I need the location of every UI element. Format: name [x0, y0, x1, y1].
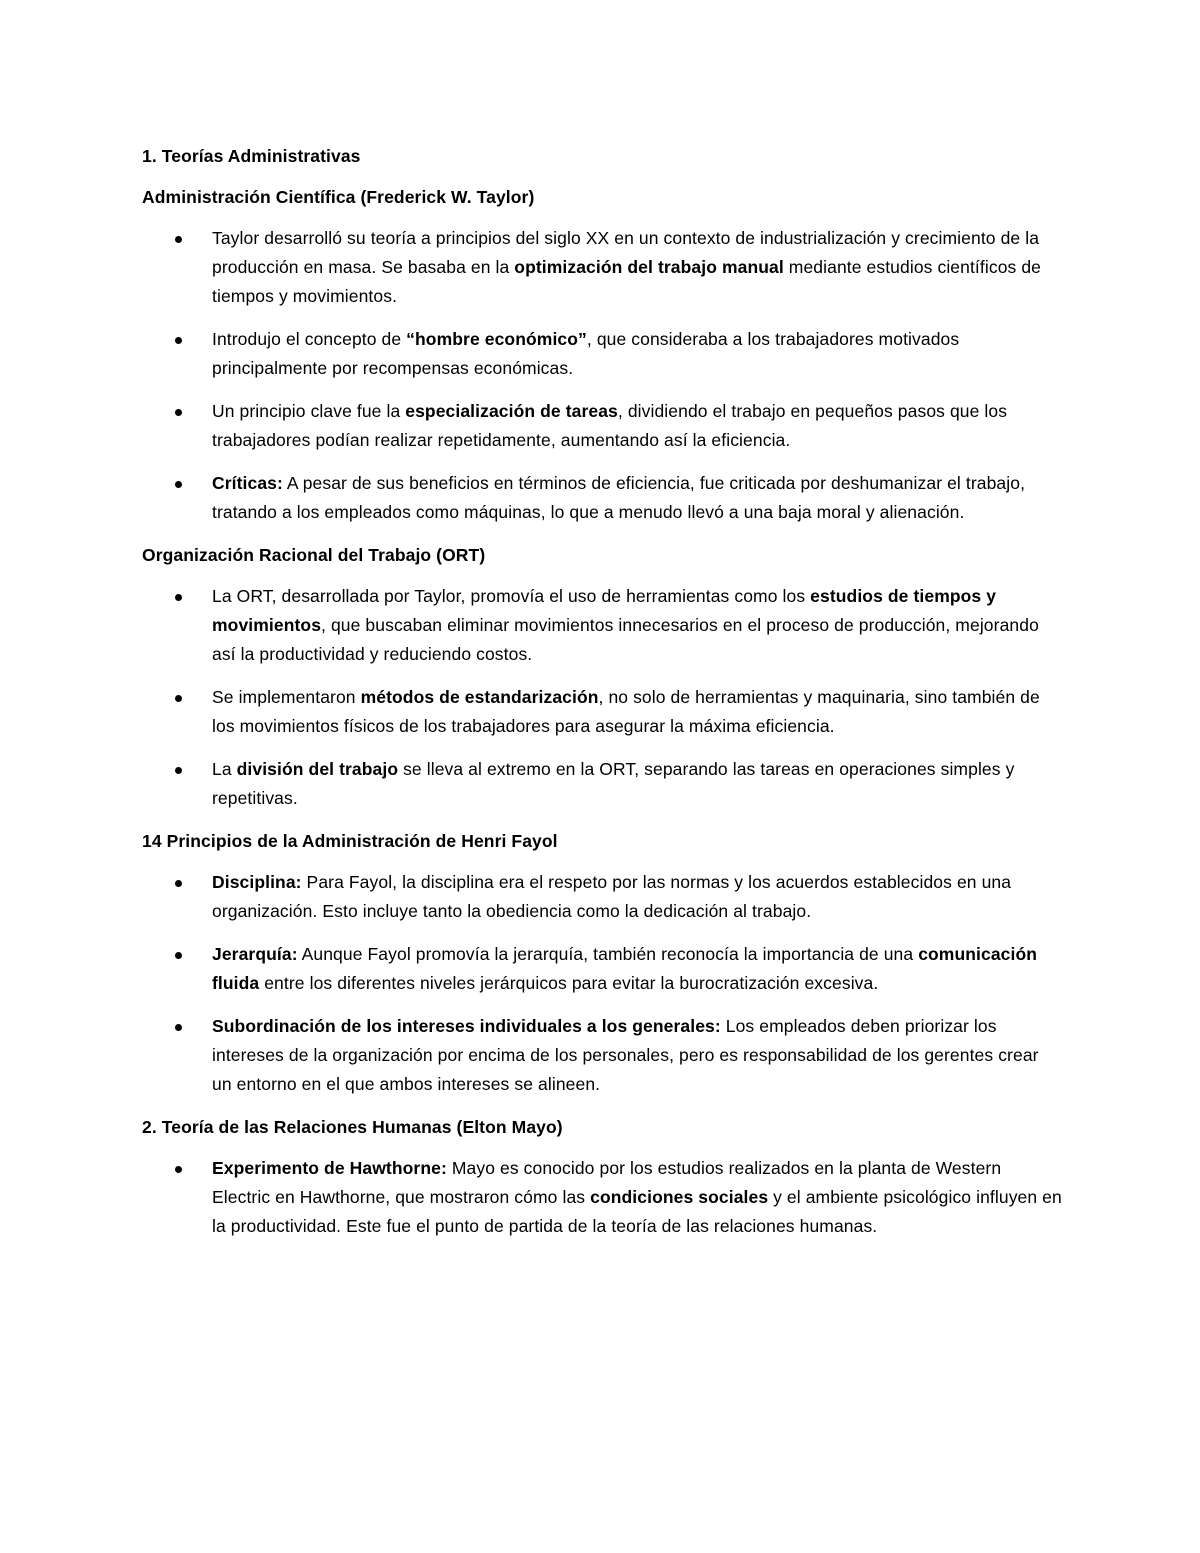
list-item [142, 683, 1062, 741]
list-item [142, 1012, 1062, 1099]
body-text: Aunque Fayol promovía la jerarquía, también reconocía la importancia de una [297, 944, 919, 964]
body-text: Taylor desarrolló su teoría a principios del siglo XX en un contexto de industrialización y crecimiento de la producción en masa. Se basaba en la [212, 228, 1040, 277]
body-text: A pesar de sus beneficios en términos de eficiencia, fue criticada por deshumanizar el trabajo, tratando a los empleados como máquinas, lo que a menudo llevó a una baja moral y alienación. [212, 473, 1026, 522]
bullet-icon [175, 236, 182, 243]
list-item [142, 582, 1062, 669]
section-heading: Administración Científica (Frederick W. Taylor) [142, 187, 535, 207]
body-text: La [212, 759, 237, 779]
body-text: La ORT, desarrollada por Taylor, promovía el uso de herramientas como los [212, 586, 811, 606]
list-item [142, 224, 1062, 311]
list-item [142, 469, 1062, 527]
section-heading: 1. Teorías Administrativas [142, 146, 361, 166]
bold-text: optimización del trabajo manual [514, 257, 784, 277]
body-text: , que consideraba a los trabajadores motivados principalmente por recompensas económicas. [212, 329, 960, 378]
bullet-icon [175, 481, 182, 488]
bullet-icon [175, 594, 182, 601]
bold-text: Críticas: [212, 473, 283, 493]
list-item [142, 940, 1062, 998]
body-text: mediante estudios científicos de tiempos y movimientos. [212, 257, 1042, 306]
bold-text: Experimento de Hawthorne: [212, 1158, 447, 1178]
bold-text: “hombre económico” [406, 329, 587, 349]
bullet-list [142, 582, 1062, 813]
body-text: se lleva al extremo en la ORT, separando las tareas en operaciones simples y repetitivas. [212, 759, 1015, 808]
section-heading: 2. Teoría de las Relaciones Humanas (Elton Mayo) [142, 1117, 563, 1137]
body-text: Introdujo el concepto de [212, 329, 407, 349]
bold-text: comunicación fluida [212, 944, 1038, 993]
bold-text: división del trabajo [236, 759, 399, 779]
bullet-icon [175, 409, 182, 416]
bold-text: especialización de tareas [405, 401, 618, 421]
body-text: Los empleados deben priorizar los intereses de la organización por encima de los personales, pero es responsabilidad de los gerentes crear un entorno en el que ambos intereses se alineen. [212, 1016, 1039, 1094]
document-page [142, 130, 1062, 1255]
bold-text: Jerarquía: [212, 944, 298, 964]
bullet-icon [175, 1166, 182, 1173]
bullet-icon [175, 1024, 182, 1031]
bold-text: condiciones sociales [590, 1187, 769, 1207]
body-text: entre los diferentes niveles jerárquicos para evitar la burocratización excesiva. [259, 973, 879, 993]
list-item [142, 397, 1062, 455]
bullet-icon [175, 880, 182, 887]
bullet-list [142, 224, 1062, 527]
section-heading: 14 Principios de la Administración de Henri Fayol [142, 831, 558, 851]
bullet-icon [175, 337, 182, 344]
body-text: Se implementaron [212, 687, 361, 707]
bullet-list [142, 868, 1062, 1099]
list-item [142, 1154, 1062, 1241]
list-item [142, 755, 1062, 813]
body-text: , no solo de herramientas y maquinaria, sino también de los movimientos físicos de los trabajadores para asegurar la máxima eficiencia. [212, 687, 1040, 736]
bullet-icon [175, 695, 182, 702]
bullet-list [142, 1154, 1062, 1241]
list-item [142, 325, 1062, 383]
list-item [142, 868, 1062, 926]
bold-text: estudios de tiempos y movimientos [212, 586, 997, 635]
bullet-icon [175, 952, 182, 959]
body-text: Un principio clave fue la [212, 401, 406, 421]
section-heading: Organización Racional del Trabajo (ORT) [142, 545, 486, 565]
bold-text: Subordinación de los intereses individuales a los generales: [212, 1016, 721, 1036]
body-text: y el ambiente psicológico influyen en la productividad. Este fue el punto de partida de la teoría de las relaciones humanas. [212, 1187, 1062, 1236]
body-text: Para Fayol, la disciplina era el respeto por las normas y los acuerdos establecidos en una organización. Esto incluye tanto la obediencia como la dedicación al trabajo. [212, 872, 1012, 921]
bold-text: métodos de estandarización [360, 687, 599, 707]
body-text: Mayo es conocido por los estudios realizados en la planta de Western Electric en Hawthorne, que mostraron cómo las [212, 1158, 1002, 1207]
bullet-icon [175, 767, 182, 774]
body-text: , que buscaban eliminar movimientos innecesarios en el proceso de producción, mejorando así la productividad y reduciendo costos. [212, 615, 1039, 664]
bold-text: Disciplina: [212, 872, 302, 892]
body-text: , dividiendo el trabajo en pequeños pasos que los trabajadores podían realizar repetidamente, aumentando así la eficiencia. [212, 401, 1008, 450]
